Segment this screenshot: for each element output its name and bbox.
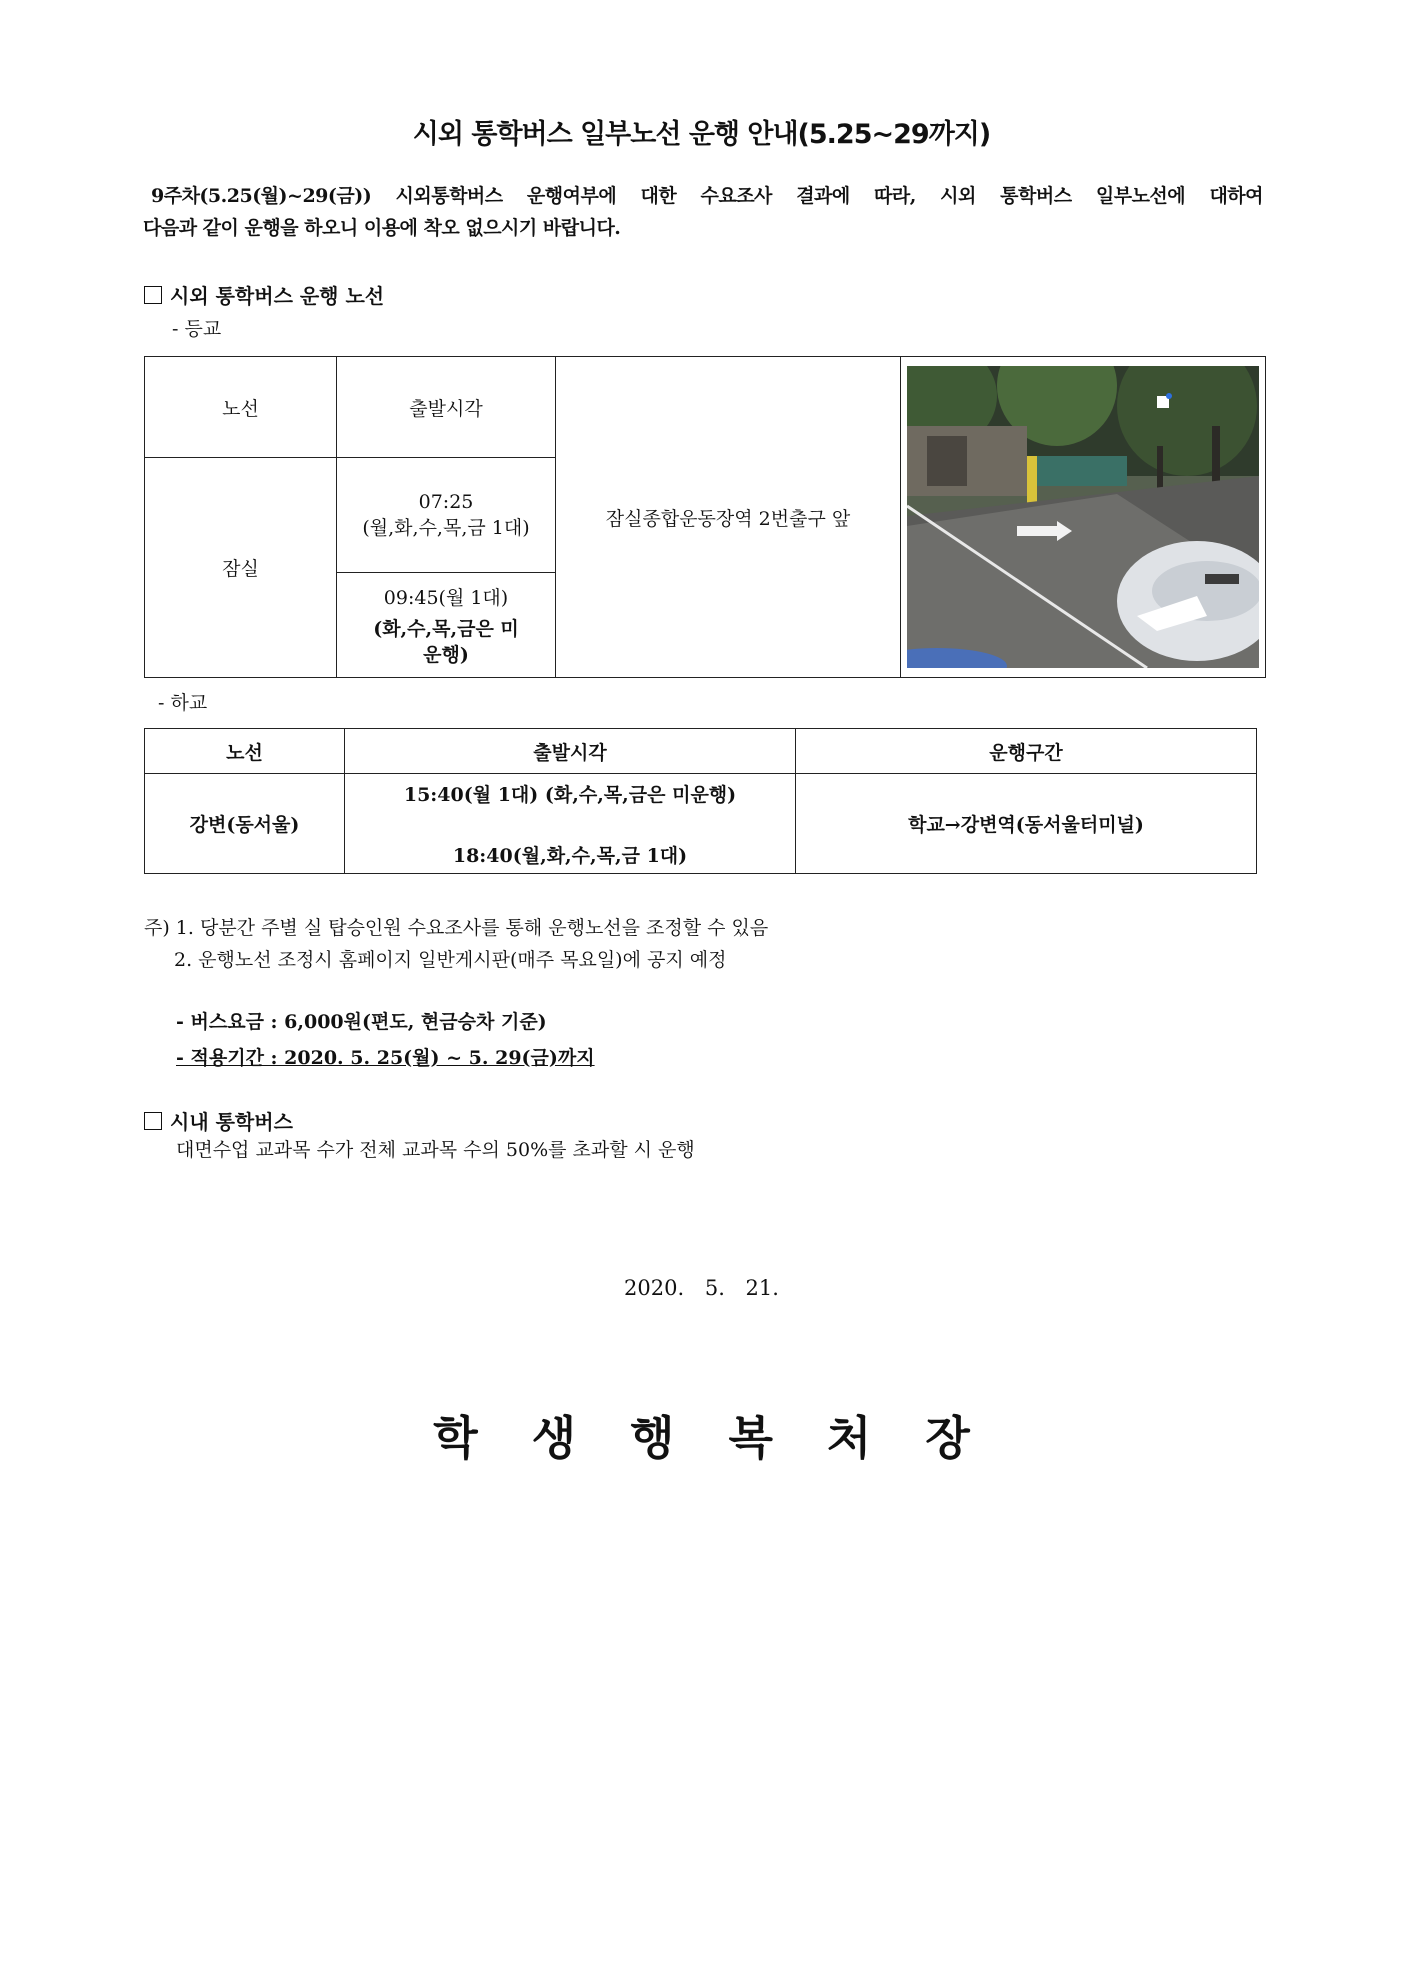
header-section: 운행구간	[796, 729, 1257, 774]
note-2: 2. 운행노선 조정시 홈페이지 일반게시판(매주 목요일)에 공지 예정	[174, 949, 727, 971]
section-heading-text: 시내 통학버스	[170, 1110, 293, 1134]
time1-value: 07:25	[418, 490, 474, 513]
morning-schedule-table	[144, 356, 1266, 678]
intro-line-1: 9주차(5.25(월)~29(금)) 시외통학버스 운행여부에 대한 수요조사 결과에 따라, 시외 통학버스 일부노선에 대하여	[151, 185, 1263, 207]
section-heading-city	[144, 1106, 293, 1135]
departure-time-2	[337, 573, 556, 678]
header-departure-time: 출발시각	[337, 357, 556, 458]
time2-note: (화,수,목,금은 미운행)	[373, 617, 519, 666]
bus-fare: - 버스요금 : 6,000원(편도, 현금승차 기준)	[176, 1011, 547, 1033]
page-title: 시외 통학버스 일부노선 운행 안내(5.25~29까지)	[412, 119, 991, 150]
departure-times	[345, 774, 796, 874]
route-name: 잠실	[145, 458, 337, 678]
time1-value: 15:40(월 1대) (화,수,목,금은 미운행)	[403, 783, 737, 806]
morning-label: - 등교	[172, 318, 222, 340]
afternoon-schedule-table	[144, 728, 1257, 874]
photo-cell	[901, 357, 1266, 678]
checkbox-square-icon	[144, 286, 162, 304]
time1-days: (월,화,수,목,금 1대)	[362, 516, 530, 539]
document-date: 2020. 5. 21.	[624, 1276, 779, 1300]
application-period: - 적용기간 : 2020. 5. 25(월) ~ 5. 29(금)까지	[176, 1047, 595, 1069]
note-1: 주) 1. 당분간 주별 실 탑승인원 수요조사를 통해 운행노선을 조정할 수 있음	[144, 917, 769, 939]
intro-line-2: 다음과 같이 운행을 하오니 이용에 착오 없으시기 바랍니다.	[143, 217, 621, 239]
departure-time-1	[337, 458, 556, 573]
section-heading-intercity	[144, 280, 384, 309]
header-departure-time: 출발시각	[345, 729, 796, 774]
operating-section: 학교→강변역(동서울터미널)	[796, 774, 1257, 874]
header-route: 노선	[145, 357, 337, 458]
afternoon-label: - 하교	[158, 692, 208, 714]
section-heading-text: 시외 통학버스 운행 노선	[170, 284, 385, 308]
header-route: 노선	[145, 729, 345, 774]
time2-value: 18:40(월,화,수,목,금 1대)	[452, 844, 688, 867]
intro-paragraph	[143, 180, 1263, 244]
route-name: 강변(동서울)	[145, 774, 345, 874]
city-bus-condition: 대면수업 교과목 수가 전체 교과목 수의 50%를 초과할 시 운행	[176, 1139, 695, 1161]
pickup-location-photo	[907, 366, 1259, 668]
pickup-place: 잠실종합운동장역 2번출구 앞	[556, 357, 901, 678]
checkbox-square-icon	[144, 1112, 162, 1130]
signature-issuer: 학생행복처장	[433, 1411, 1024, 1465]
time2-value: 09:45(월 1대)	[383, 586, 509, 609]
